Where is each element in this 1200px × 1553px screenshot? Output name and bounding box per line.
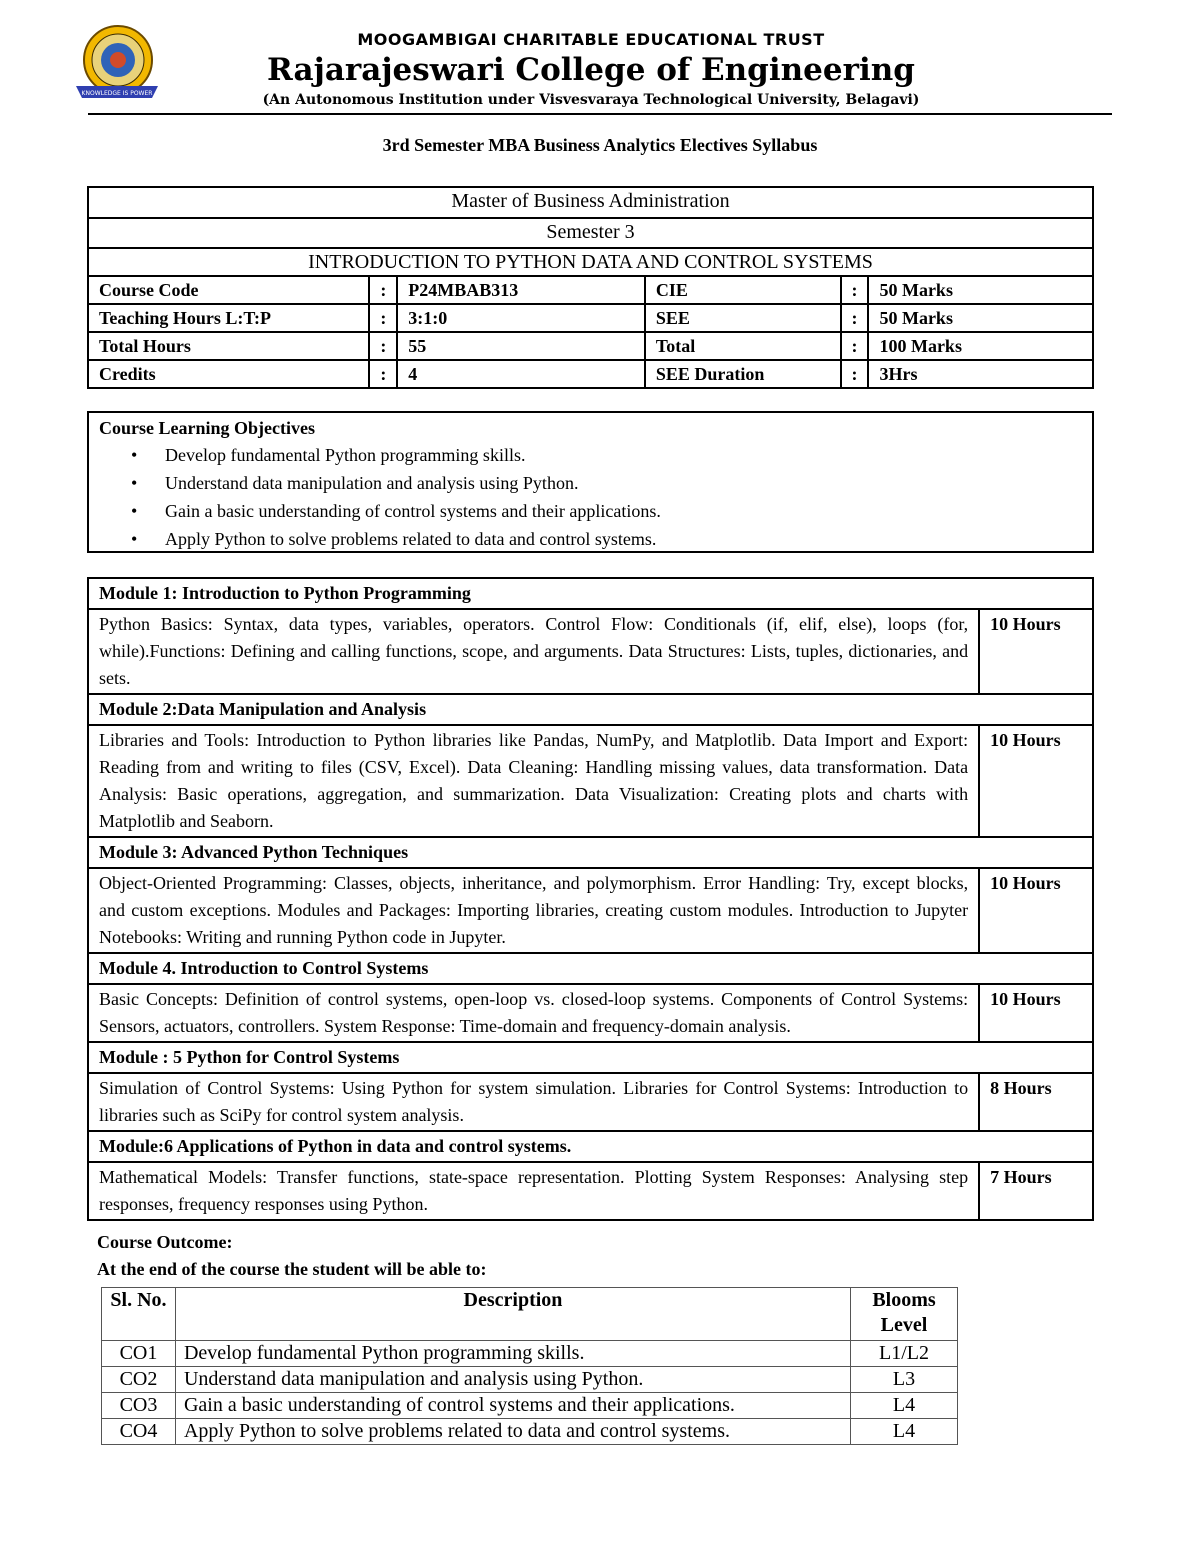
module-hours: 10 Hours [979,725,1093,837]
info-row: Credits : 4 SEE Duration : 3Hrs [88,360,1093,388]
bullet-icon: • [131,473,138,493]
module-title: Module 1: Introduction to Python Programming [88,578,1093,609]
module-title: Module 2:Data Manipulation and Analysis [88,694,1093,725]
column-header-description: Description [175,1288,850,1341]
course-info-table [87,186,1094,389]
course-code-value: P24MBAB313 [397,276,645,304]
module-title: Module:6 Applications of Python in data and control systems. [88,1131,1093,1162]
svg-text:KNOWLEDGE IS POWER: KNOWLEDGE IS POWER [81,90,153,97]
module-title: Module 4. Introduction to Control Systems [88,953,1093,984]
module-description: Simulation of Control Systems: Using Python for system simulation. Libraries for Control Systems: Introduction to libraries such as SciPy for control system analysis. [88,1073,979,1131]
info-row: Total Hours : 55 Total : 100 Marks [88,332,1093,360]
module-hours: 10 Hours [979,868,1093,953]
document-title: 3rd Semester MBA Business Analytics Electives Syllabus [382,135,818,155]
bullet-icon: • [131,445,138,465]
table-row: CO4 Apply Python to solve problems related to data and control systems. L4 [102,1419,958,1445]
objectives-list [99,441,1082,553]
column-header-sl-no: Sl. No. [102,1288,176,1341]
learning-objectives-box [87,411,1094,553]
module-title: Module 3: Advanced Python Techniques [88,837,1093,868]
course-outcome-subheading: At the end of the course the student will be able to: [97,1259,487,1279]
college-name: Rajarajeswari College of Engineering [267,52,915,88]
course-outcome-heading: Course Outcome: [97,1232,233,1252]
semester-label: Semester 3 [88,218,1093,248]
module-hours: 7 Hours [979,1162,1093,1220]
module-description: Object-Oriented Programming: Classes, objects, inheritance, and polymorphism. Error Handling: Try, except blocks, and custom exceptions. Modules and Packages: Importing libraries, creating custom modules. Introduction to Jupyter Notebooks: Writing and running Python code in Jupyter. [88,868,979,953]
info-row: Teaching Hours L:T:P : 3:1:0 SEE : 50 Marks [88,304,1093,332]
header-divider [88,113,1112,115]
list-item: • Gain a basic understanding of control systems and their applications. [99,497,1082,525]
info-row: Course Code : P24MBAB313 CIE : 50 Marks [88,276,1093,304]
module-hours: 10 Hours [979,984,1093,1042]
module-description: Mathematical Models: Transfer functions, state-space representation. Plotting System Responses: Analysing step responses, frequency responses using Python. [88,1162,979,1220]
module-hours: 8 Hours [979,1073,1093,1131]
column-header-blooms-level: Blooms Level [851,1288,958,1341]
objectives-heading: Course Learning Objectives [99,418,315,438]
bullet-icon: • [131,529,138,549]
module-description: Basic Concepts: Definition of control systems, open-loop vs. closed-loop systems. Components of Control Systems: Sensors, actuators, controllers. System Response: Time-domain and frequency-domain analysis. [88,984,979,1042]
table-row: CO3 Gain a basic understanding of control systems and their applications. L4 [102,1393,958,1419]
module-title: Module : 5 Python for Control Systems [88,1042,1093,1073]
course-name: INTRODUCTION TO PYTHON DATA AND CONTROL SYSTEMS [88,248,1093,276]
modules-table [87,577,1094,1221]
program-name: Master of Business Administration [88,187,1093,218]
list-item: • Apply Python to solve problems related to data and control systems. [99,525,1082,553]
list-item: • Understand data manipulation and analysis using Python. [99,469,1082,497]
module-description: Libraries and Tools: Introduction to Python libraries like Pandas, NumPy, and Matplotlib. Data Import and Export: Reading from and writing to files (CSV, Excel). Data Cleaning: Handling missing values, data transformation. Data Analysis: Basic operations, aggregation, and summarization. Data Visualization: Creating plots and charts with Matplotlib and Seaborn. [88,725,979,837]
list-item: • Develop fundamental Python programming skills. [99,441,1082,469]
module-hours: 10 Hours [979,609,1093,694]
course-outcome-table [101,1287,958,1445]
bullet-icon: • [131,501,138,521]
affiliation-line: (An Autonomous Institution under Visvesvaraya Technological University, Belagavi) [262,92,920,108]
table-row: CO2 Understand data manipulation and analysis using Python. L3 [102,1367,958,1393]
letterhead [68,20,1114,116]
table-row: CO1 Develop fundamental Python programming skills. L1/L2 [102,1341,958,1367]
module-description: Python Basics: Syntax, data types, variables, operators. Control Flow: Conditionals (if, elif, else), loops (for, while).Functions: Defining and calling functions, scope, and arguments. Data Structures: Lists, tuples, dictionaries, and sets. [88,609,979,694]
trust-name: MOOGAMBIGAI CHARITABLE EDUCATIONAL TRUST [357,30,825,49]
